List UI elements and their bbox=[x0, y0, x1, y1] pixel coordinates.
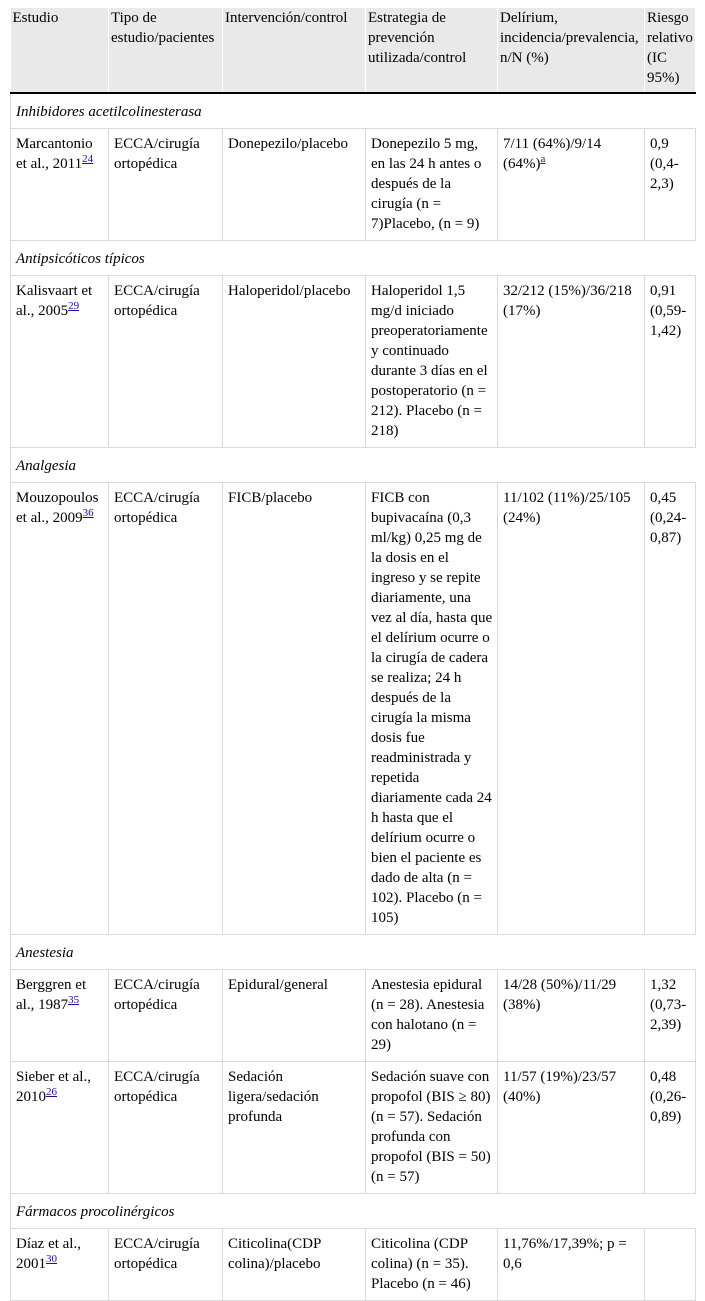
study-cell bbox=[11, 276, 109, 448]
section-row bbox=[11, 935, 696, 970]
type-cell: ECCA/cirugía ortopédica bbox=[109, 276, 223, 448]
strategy-cell: Anestesia epidural (n = 28). Anestesia con halotano (n = 29) bbox=[366, 970, 498, 1062]
header-intervencion: Intervención/control bbox=[223, 8, 366, 93]
table-row bbox=[11, 970, 696, 1062]
study-name: Díaz et al., 2001 bbox=[16, 1236, 81, 1272]
table-row bbox=[11, 129, 696, 241]
delirium-value: 32/212 (15%)/36/218 (17%) bbox=[503, 283, 632, 319]
footnote-link[interactable]: a bbox=[540, 153, 546, 165]
reference-link[interactable]: 29 bbox=[68, 300, 80, 312]
section-title: Fármacos procolinérgicos bbox=[11, 1194, 696, 1229]
reference-link[interactable]: 24 bbox=[82, 153, 94, 165]
risk-cell bbox=[645, 1229, 696, 1301]
reference-link[interactable]: 36 bbox=[82, 507, 94, 519]
reference-link[interactable]: 30 bbox=[46, 1253, 57, 1265]
header-estudio: Estudio bbox=[11, 8, 109, 93]
study-name: Berggren et al., 1987 bbox=[16, 977, 87, 1013]
section-row bbox=[11, 241, 696, 276]
delirium-value: 11,76%/17,39%; p = 0,6 bbox=[503, 1236, 627, 1272]
delirium-cell bbox=[498, 1062, 645, 1194]
strategy-cell: Haloperidol 1,5 mg/d iniciado preoperatoriamente y continuado durante 3 días en el postoperatorio (n = 212). Placebo (n = 218) bbox=[366, 276, 498, 448]
delirium-cell bbox=[498, 276, 645, 448]
intervention-cell: Haloperidol/placebo bbox=[223, 276, 366, 448]
section-row bbox=[11, 93, 696, 129]
section-title: Inhibidores acetilcolinesterasa bbox=[11, 93, 696, 129]
study-cell bbox=[11, 970, 109, 1062]
risk-cell: 0,48 (0,26-0,89) bbox=[645, 1062, 696, 1194]
type-cell: ECCA/cirugía ortopédica bbox=[109, 1229, 223, 1301]
section-row bbox=[11, 448, 696, 483]
table-row bbox=[11, 1229, 696, 1301]
section-title: Analgesia bbox=[11, 448, 696, 483]
table-row bbox=[11, 276, 696, 448]
study-name: Sieber et al., 2010 bbox=[16, 1069, 91, 1105]
study-cell bbox=[11, 483, 109, 935]
risk-cell: 0,9 (0,4-2,3) bbox=[645, 129, 696, 241]
risk-cell: 1,32 (0,73-2,39) bbox=[645, 970, 696, 1062]
study-name: Marcantonio et al., 2011 bbox=[16, 136, 93, 172]
header-delirium: Delírium, incidencia/prevalencia, n/N (%) bbox=[498, 8, 645, 93]
reference-link[interactable]: 26 bbox=[46, 1086, 57, 1098]
section-title: Anestesia bbox=[11, 935, 696, 970]
type-cell: ECCA/cirugía ortopédica bbox=[109, 1062, 223, 1194]
study-name: Kalisvaart et al., 2005 bbox=[16, 283, 93, 319]
reference-link[interactable]: 35 bbox=[68, 994, 80, 1006]
strategy-cell: Donepezilo 5 mg, en las 24 h antes o después de la cirugía (n = 7)Placebo, (n = 9) bbox=[366, 129, 498, 241]
delirium-cell bbox=[498, 483, 645, 935]
strategy-cell: Sedación suave con propofol (BIS ≥ 80) (n = 57). Sedación profunda con propofol (BIS = 50) (n = 57) bbox=[366, 1062, 498, 1194]
delirium-cell bbox=[498, 129, 645, 241]
delirium-value: 14/28 (50%)/11/29 (38%) bbox=[503, 977, 617, 1013]
delirium-value: 11/102 (11%)/25/105 (24%) bbox=[503, 490, 631, 526]
studies-table bbox=[10, 8, 696, 1301]
type-cell: ECCA/cirugía ortopédica bbox=[109, 970, 223, 1062]
delirium-value: 7/11 (64%)/9/14 (64%) bbox=[503, 136, 602, 172]
table-row bbox=[11, 483, 696, 935]
intervention-cell: Donepezilo/placebo bbox=[223, 129, 366, 241]
header-row bbox=[11, 8, 696, 93]
risk-cell: 0,91 (0,59-1,42) bbox=[645, 276, 696, 448]
study-name: Mouzopoulos et al., 2009 bbox=[16, 490, 99, 526]
intervention-cell: Epidural/general bbox=[223, 970, 366, 1062]
table-row bbox=[11, 1062, 696, 1194]
risk-cell: 0,45 (0,24-0,87) bbox=[645, 483, 696, 935]
delirium-cell bbox=[498, 1229, 645, 1301]
intervention-cell: FICB/placebo bbox=[223, 483, 366, 935]
study-cell bbox=[11, 129, 109, 241]
section-title: Antipsicóticos típicos bbox=[11, 241, 696, 276]
intervention-cell: Citicolina(CDP colina)/placebo bbox=[223, 1229, 366, 1301]
type-cell: ECCA/cirugía ortopédica bbox=[109, 483, 223, 935]
delirium-cell bbox=[498, 970, 645, 1062]
section-row bbox=[11, 1194, 696, 1229]
strategy-cell: Citicolina (CDP colina) (n = 35). Placebo (n = 46) bbox=[366, 1229, 498, 1301]
study-cell bbox=[11, 1229, 109, 1301]
header-riesgo: Riesgo relativo (IC 95%) bbox=[645, 8, 696, 93]
strategy-cell: FICB con bupivacaína (0,3 ml/kg) 0,25 mg de la dosis en el ingreso y se repite diariamente, una vez al día, hasta que el delírium ocurre o la cirugía de cadera se realiza; 24 h después de la cirugía la misma dosis fue readministrada y repetida diariamente cada 24 h hasta que el delírium ocurre o bien el paciente es dado de alta (n = 102). Placebo (n = 105) bbox=[366, 483, 498, 935]
study-cell bbox=[11, 1062, 109, 1194]
header-tipo: Tipo de estudio/pacientes bbox=[109, 8, 223, 93]
type-cell: ECCA/cirugía ortopédica bbox=[109, 129, 223, 241]
intervention-cell: Sedación ligera/sedación profunda bbox=[223, 1062, 366, 1194]
header-estrategia: Estrategia de prevención utilizada/control bbox=[366, 8, 498, 93]
delirium-value: 11/57 (19%)/23/57 (40%) bbox=[503, 1069, 617, 1105]
